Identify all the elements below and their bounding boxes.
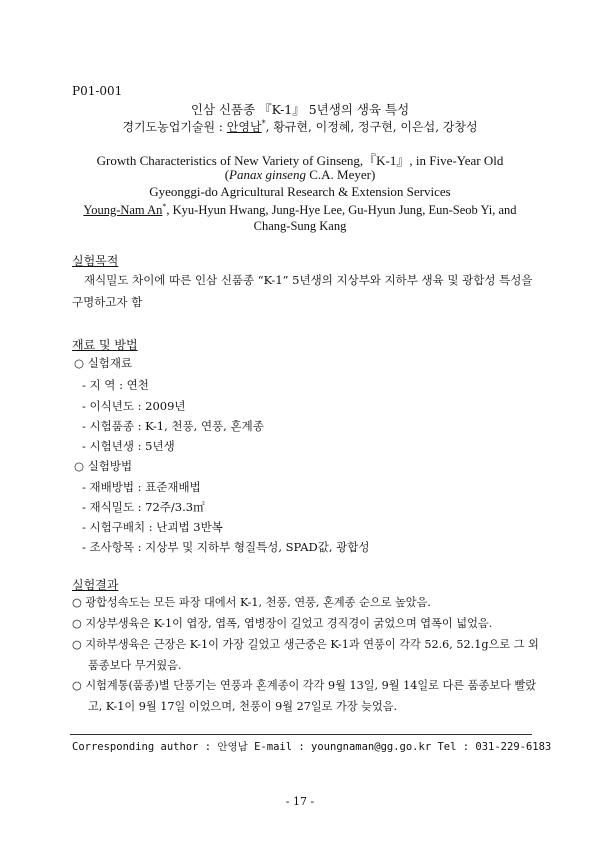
english-institution: Gyeonggi-do Agricultural Research & Extension Services [149,184,451,199]
korean-coauthors: , 황규현, 이정혜, 정구현, 이은섭, 강창성 [265,120,478,134]
footer-divider [70,734,532,735]
materials-item: - 이식년도 : 2009년 [82,399,186,413]
corresponding-mark: * [261,119,266,128]
materials-item: - 시험품종 : K-1, 천풍, 연풍, 혼계종 [82,419,264,433]
method-item: - 재식밀도 : 72주/3.3㎡ [82,500,205,514]
materials-label: ○ 실험재료 [74,356,133,370]
english-authors [0,202,600,218]
results-heading: 실험결과 [72,578,119,592]
english-title: Growth Characteristics of New Variety of Ginseng,『K-1』, in Five-Year Old [96,153,504,168]
purpose-text: 재식밀도 차이에 따른 인삼 신품종 “K-1” 5년생의 지상부와 지하부 생육 및 광합성 특성을 구명하고자 함 [72,273,533,309]
korean-first-author: 안영남 [226,120,262,134]
english-coauthors: , Kyu-Hyun Hwang, Jung-Hye Lee, Gu-Hyun Jung, Eun-Seob Yi, and [166,203,517,218]
materials-item: - 시험년생 : 5년생 [82,439,175,453]
korean-authors [0,118,600,135]
method-item: - 시험구배치 : 난괴법 3반복 [82,520,223,534]
purpose-heading: 실험목적 [72,254,119,268]
page-number: - 17 - [285,795,315,808]
result-item: ○ 지하부생육은 근장은 K-1이 가장 길었고 생근중은 K-1과 연풍이 각각 52.6, 52.1g으로 그 외 품종보다 무거웠음. [72,638,539,672]
sci-rest: C.A. Meyer) [305,167,376,182]
methods-heading: 재료 및 방법 [72,338,138,352]
result-item: ○ 시험계통(품종)별 단풍기는 연풍과 혼계종이 각각 9월 13일, 9월 14일로 다른 품종보다 빨랐고, K-1이 9월 17일 이었으며, 천풍이 9월 27일로 가장 늦었음. [72,679,537,713]
method-item: - 조사항목 : 지상부 및 지하부 형질특성, SPAD값, 광합성 [82,540,370,554]
method-label: ○ 실험방법 [74,459,133,473]
materials-item: - 지 역 : 연천 [82,378,149,392]
korean-org: 경기도농업기술원 : [122,120,227,134]
english-first-author: Young-Nam An [83,203,163,218]
sci-genus: Panax ginseng [229,167,306,182]
result-item: ○ 지상부생육은 K-1이 엽장, 엽폭, 엽병장이 길었고 경직경이 굵었으며 엽폭이 넓었음. [72,617,493,630]
abstract-code: P01-001 [72,84,123,98]
scientific-name [0,167,600,183]
method-item: - 재배방법 : 표준재배법 [82,480,201,494]
english-authors-line2: Chang-Sung Kang [253,219,347,233]
english-corresponding-mark: * [162,202,167,211]
sci-open: ( [224,167,230,182]
korean-title: 인삼 신품종 『K-1』 5년생의 생육 특성 [190,102,410,117]
result-item: ○ 광합성속도는 모든 파장 대에서 K-1, 천풍, 연풍, 혼계종 순으로 높았음. [72,596,431,609]
corresponding-author-footer: Corresponding author : 안영남 E-mail : youngnaman@gg.go.kr Tel : 031-229-6183 [72,741,552,753]
